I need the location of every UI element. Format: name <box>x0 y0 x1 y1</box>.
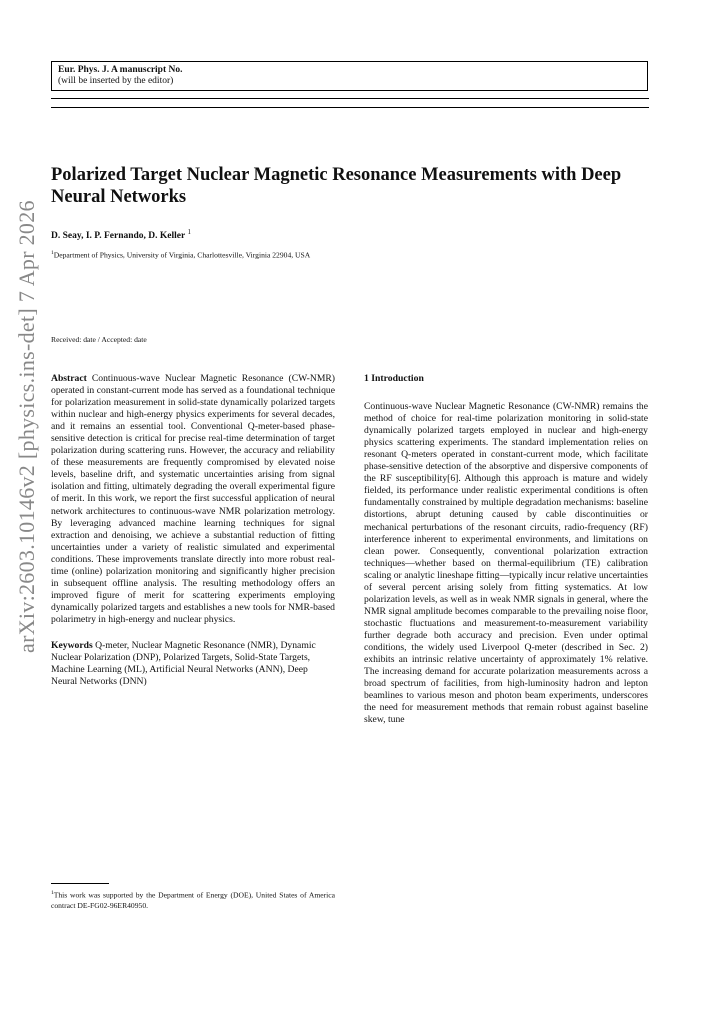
editor-note: (will be inserted by the editor) <box>58 76 174 86</box>
author-list <box>51 228 191 241</box>
right-column <box>364 373 648 726</box>
author-footnote-mark: 1 <box>187 228 191 236</box>
footnote <box>51 888 335 911</box>
keywords-text: Q-meter, Nuclear Magnetic Resonance (NMR), Dynamic Nuclear Polarization (DNP), Polarized Targets, Solid-State Targets, Machine Learning (ML), Artificial Neural Networks (ANN), Deep Neural Networks (DNN) <box>51 639 316 688</box>
affiliation <box>51 250 310 260</box>
affiliation-text: Department of Physics, University of Virginia, Charlottesville, Virginia 22904, USA <box>53 250 311 260</box>
affiliation-mark: 1 <box>51 250 54 256</box>
abstract-text: Continuous-wave Nuclear Magnetic Resonance (CW-NMR) operated in constant-current mode has served as a foundational technique for polarization measurement in solid-state dynamically polarized targets within nuclear and high-energy physics experiments for several decades, and it remains an essential tool. Conventional Q-meter-based phase-sensitive detection is critical for precise real-time determination of target polarization during scattering runs. However, the accuracy and reliability of these measurements are frequently compromised by elevated noise levels, baseline drift, and systematic uncertainties arising from signal isolation and fitting, ultimately degrading the overall experimental figure of merit. In this work, we report the first successful application of neural network architectures to continuous-wave NMR polarization metrology. By leveraging advanced machine learning techniques for signal extraction and denoising, we achieve a substantial reduction of fitting uncertainties under a variety of realistic simulated and experimental conditions. These improvements translate directly into more robust real-time (online) polarization monitoring and significantly higher precision in subsequent offline analysis. The resulting methodology offers an improved figure of merit for scattering experiments employing dynamically polarized targets and establishes a new tools for NMR-based polarimetry in high-energy and nuclear physics. <box>51 373 336 625</box>
footnote-rule <box>51 883 109 884</box>
left-column <box>51 373 335 688</box>
keywords-label: Keywords <box>51 639 93 651</box>
received-line: Received: date / Accepted: date <box>51 335 147 344</box>
authors-text: D. Seay, I. P. Fernando, D. Keller <box>51 231 186 242</box>
journal-name: Eur. Phys. J. A manuscript No. <box>58 65 183 75</box>
section-heading: 1 Introduction <box>364 373 424 384</box>
header-rule-thin <box>51 98 649 99</box>
journal-header-box <box>51 61 648 91</box>
keywords <box>51 640 335 688</box>
introduction-text: Continuous-wave Nuclear Magnetic Resonance (CW-NMR) remains the method of choice for real-time polarization monitoring in solid-state dynamically polarized targets employed in nuclear and high-energy physics scattering experiments. The standard implementation relies on resonant Q-meters operated in constant-current mode, which facilitate phase-sensitive detection of the absorptive and dispersive components of the RF susceptibility[6]. Although this approach is mature and widely fielded, its performance under realistic experimental conditions is often fundamentally constrained by multiple degradation mechanisms: baseline distortions, abrupt detuning caused by cable discontinuities or mechanical perturbations of the resonant circuits, radio-frequency (RF) interference inherent to experimental environments, and limitations on clean power. Consequently, conventional polarization extraction techniques—whether based on thermal-equilibrium (TE) calibration scaling or analytic lineshape fitting—typically incur relative uncertainties of several percent arising solely from fitting systematics. At low polarization levels, as well as in weak NMR signals in general, where the NMR signal amplitude becomes comparable to the prevailing noise floor, stochastic fluctuations and measurement-to-measurement variability further degrade both accuracy and precision. Even under optimal conditions, the widely used Liverpool Q-meter (described in Sec. 2) exhibits an intrinsic relative uncertainty of approximately 1% relative. The increasing demand for accurate polarization measurements across a broad spectrum of facilities, from high-luminosity hadron and lepton beamlines to various meson and photon beam experiments, underscores the need for measurement methods that remain robust against baseline skew, tune <box>364 401 648 726</box>
footnote-mark: 1 <box>51 890 54 896</box>
abstract <box>51 373 335 626</box>
footnote-text: This work was supported by the Department of Energy (DOE), United States of America contract DE-FG02-96ER40950. <box>51 890 335 910</box>
paper-title: Polarized Target Nuclear Magnetic Resonance Measurements with Deep Neural Networks <box>51 165 622 207</box>
header-rule <box>51 107 649 108</box>
abstract-label: Abstract <box>51 373 87 384</box>
arxiv-stamp: arXiv:2603.10146v2 [physics.ins-det] 7 Apr 2026 <box>14 200 39 653</box>
